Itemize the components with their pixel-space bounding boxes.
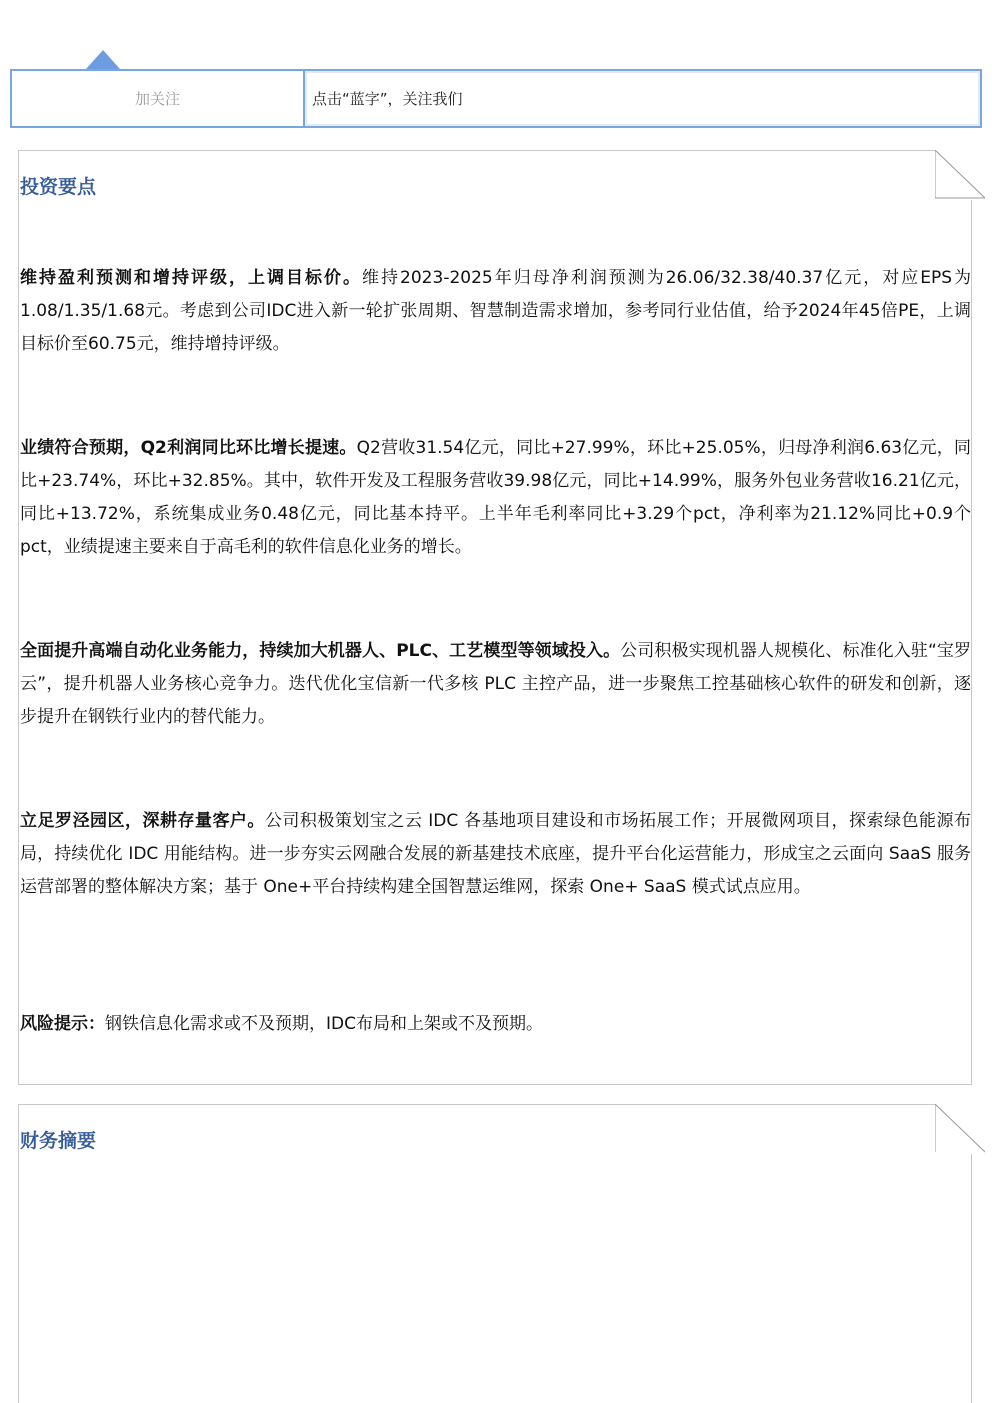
paragraph-lead: 业绩符合预期，Q2利润同比环比增长提速。: [20, 438, 357, 458]
paragraph-automation: [20, 635, 971, 734]
paragraph-risk: [20, 1008, 971, 1041]
paragraph-body: 公司积极实现机器人规模化、标准化入驻“宝罗云”，提升机器人业务核心竞争力。迭代优化宝信新一代多核 PLC 主控产品，进一步聚焦工控基础核心软件的研发和创新，逐步提升在钢铁行业内的替代能力。: [20, 641, 971, 727]
paragraph-body: 维持2023-2025年归母净利润预测为26.06/32.38/40.37亿元，对应EPS为1.08/1.35/1.68元。考虑到公司IDC进入新一轮扩张周期、智慧制造需求增加，参考同行业估值，给予2024年45倍PE，上调目标价至60.75元，维持增持评级。: [20, 268, 971, 354]
folded-corner-icon: [935, 1104, 985, 1154]
paragraph-body: Q2营收31.54亿元，同比+27.99%，环比+25.05%，归母净利润6.63亿元，同比+23.74%，环比+32.85%。其中，软件开发及工程服务营收39.98亿元，同比+14.99%，服务外包业务营收16.21亿元，同比+13.72%，系统集成业务0.48亿元，同比基本持平。上半年毛利率同比+3.29个pct，净利率为21.12%同比+0.9个pct，业绩提速主要来自于高毛利的软件信息化业务的增长。: [20, 438, 971, 557]
folded-corner-icon: [935, 150, 985, 200]
follow-button[interactable]: 加关注: [12, 71, 305, 126]
financial-section: [18, 1104, 972, 1403]
paragraph-body: 钢铁信息化需求或不及预期，IDC布局和上架或不及预期。: [105, 1014, 543, 1034]
investment-section: [18, 150, 972, 1085]
follow-pointer-icon: [86, 50, 120, 69]
paragraph-lead: 立足罗泾园区，深耕存量客户。: [20, 811, 265, 831]
paragraph-performance: [20, 432, 971, 564]
follow-banner: [10, 69, 982, 128]
paragraph-lead: 风险提示：: [20, 1014, 105, 1034]
paragraph-idc: [20, 805, 971, 904]
paragraph-lead: 全面提升高端自动化业务能力，持续加大机器人、PLC、工艺模型等领域投入。: [20, 641, 621, 661]
follow-prompt: 点击“蓝字”，关注我们: [305, 71, 980, 126]
financial-title: 财务摘要: [20, 1130, 97, 1152]
investment-title: 投资要点: [20, 176, 97, 198]
paragraph-body: 公司积极策划宝之云 IDC 各基地项目建设和市场拓展工作；开展微网项目，探索绿色能源布局，持续优化 IDC 用能结构。进一步夯实云网融合发展的新基建技术底座，提升平台化运营能力，形成宝之云面向 SaaS 服务运营部署的整体解决方案；基于 One+平台持续构建全国智慧运维网，探索 One+ SaaS 模式试点应用。: [20, 811, 972, 897]
paragraph-rating: [20, 262, 971, 361]
paragraph-lead: 维持盈利预测和增持评级，上调目标价。: [20, 268, 363, 288]
